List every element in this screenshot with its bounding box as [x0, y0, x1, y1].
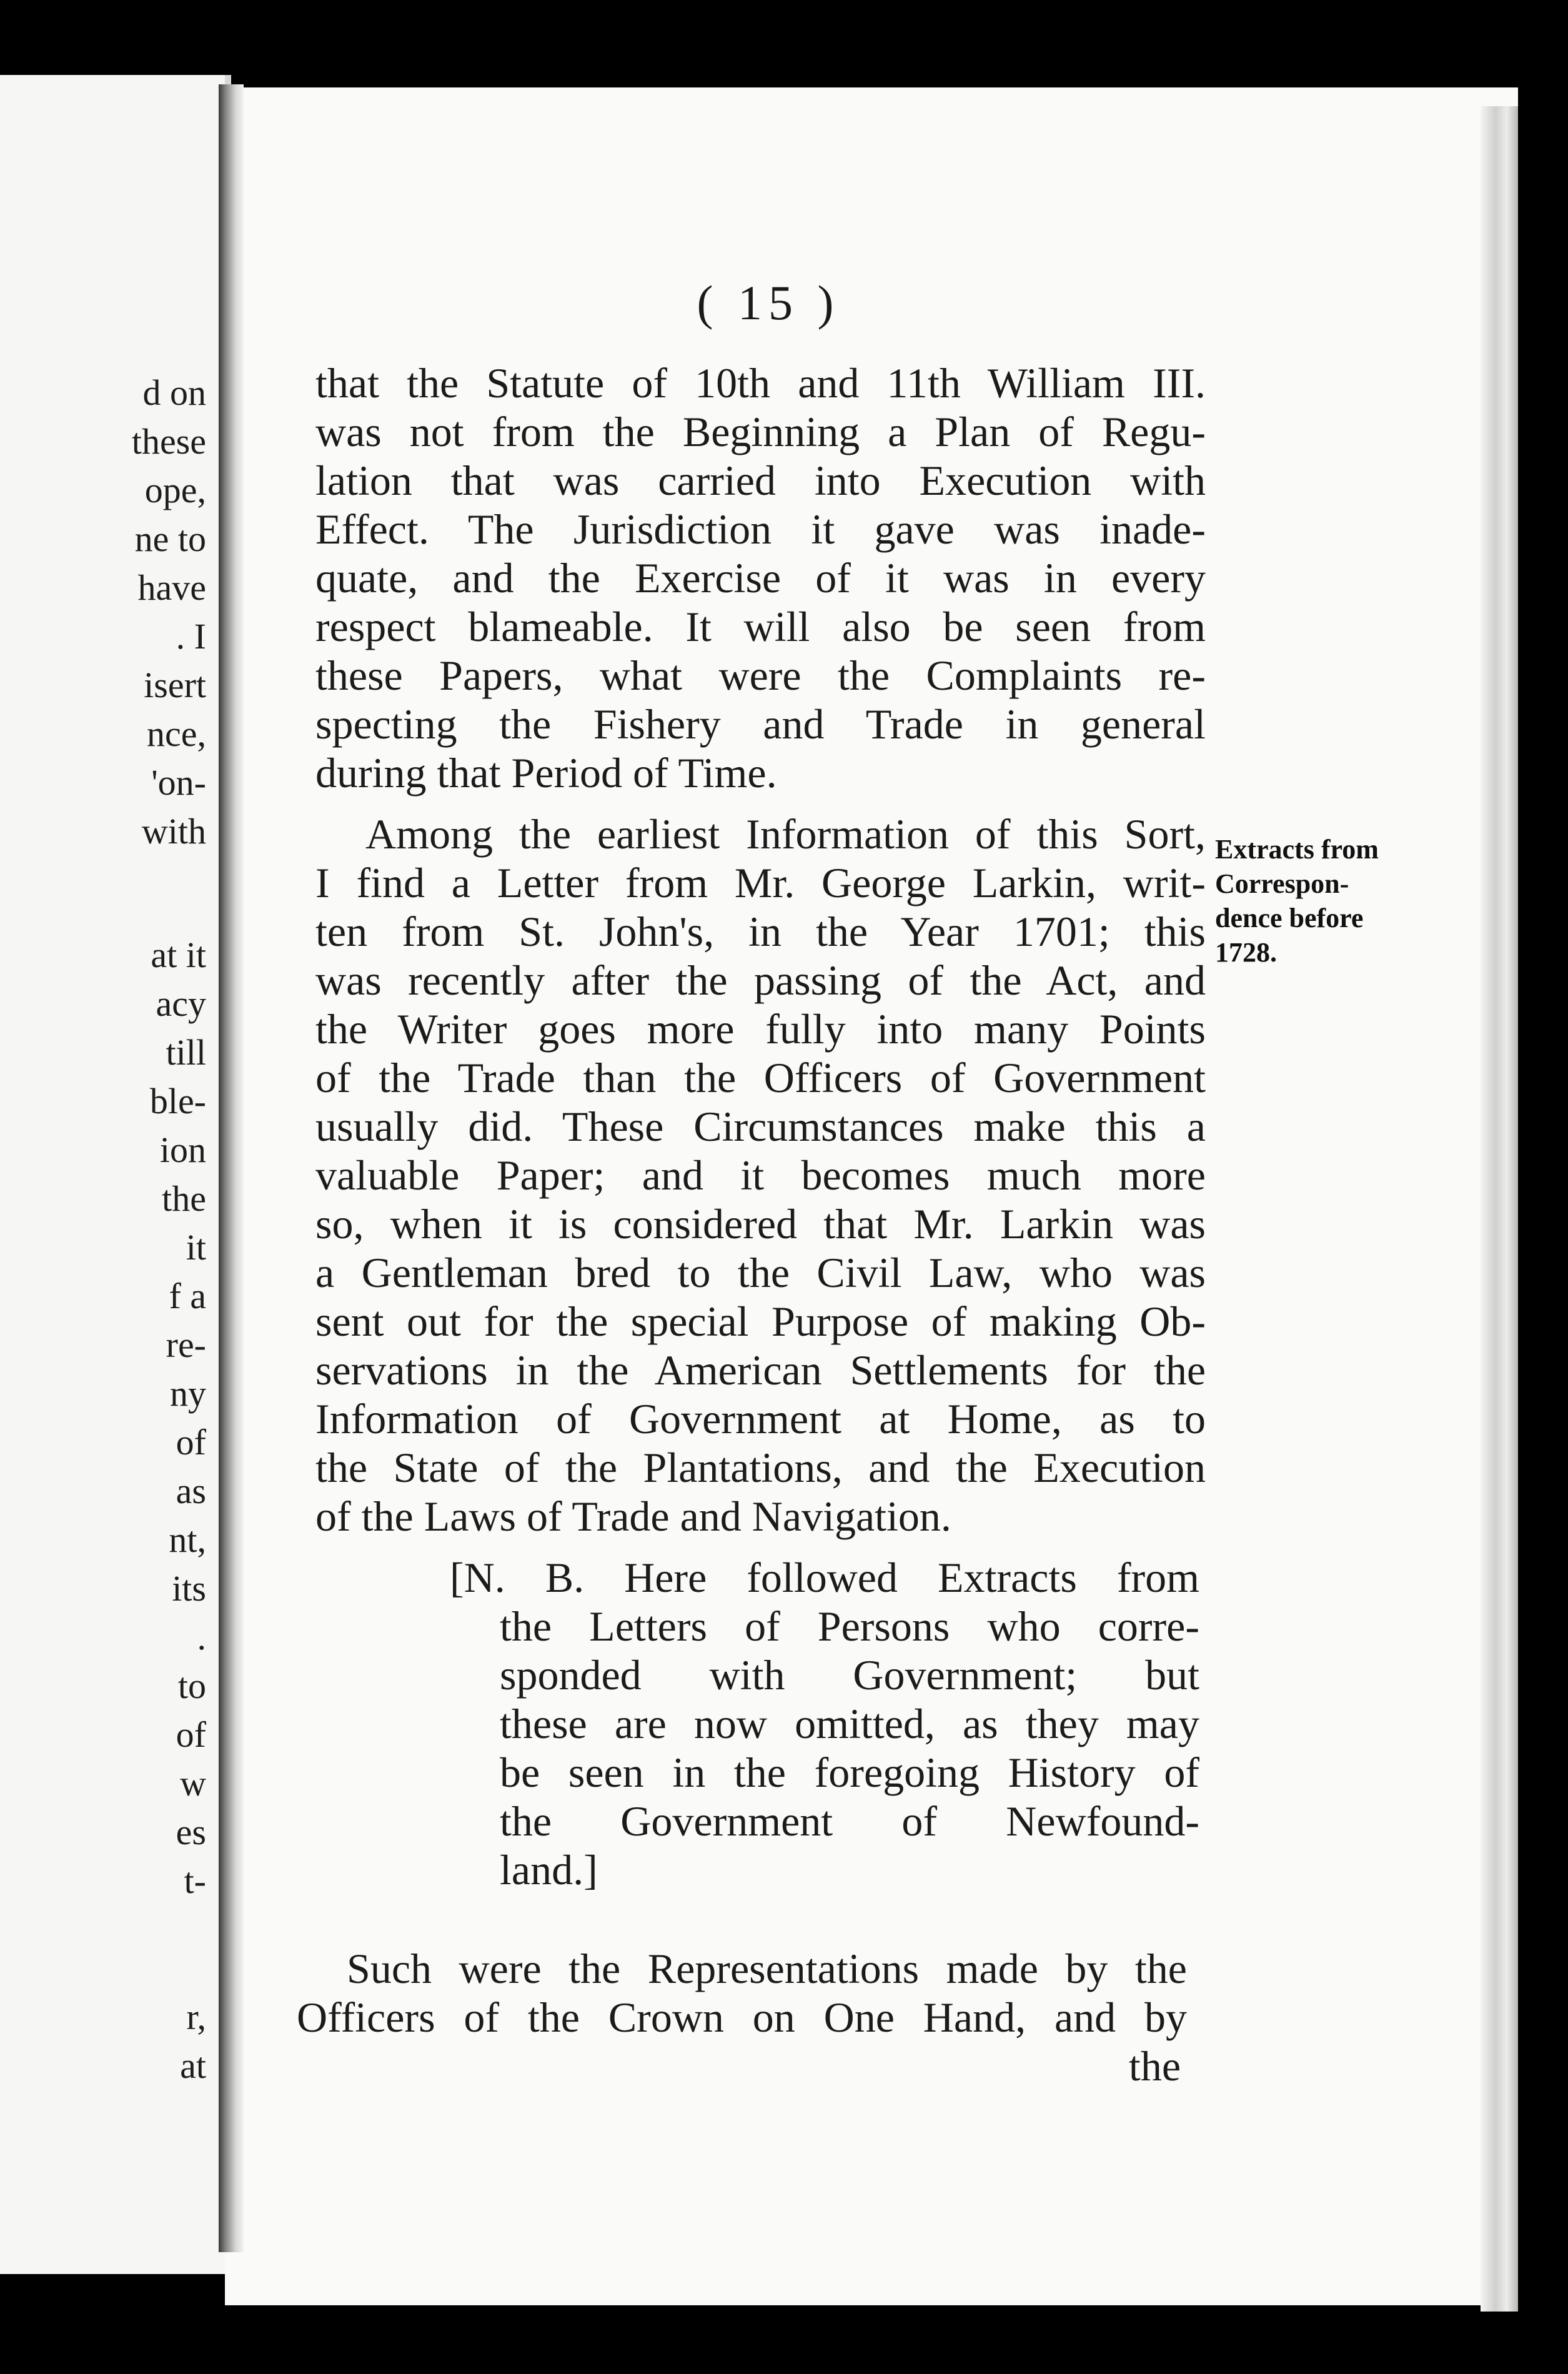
- note-line: sponded with Government; but: [500, 1651, 1199, 1699]
- text-line: lation that was carried into Execution with: [315, 457, 1206, 504]
- catchword: the: [1128, 2042, 1181, 2090]
- facing-line: es: [176, 1812, 206, 1852]
- text-line: Among the earliest Information of this Sort,: [365, 810, 1206, 858]
- facing-page-left: [0, 75, 231, 2274]
- note-line: the Government of Newfound-: [500, 1797, 1199, 1845]
- facing-line: w: [180, 1763, 206, 1804]
- text-line: of the Laws of Trade and Navigation.: [315, 1492, 951, 1540]
- facing-line: ny: [170, 1373, 206, 1414]
- text-line: of the Trade than the Officers of Government: [315, 1054, 1206, 1101]
- facing-line: of: [176, 1714, 206, 1755]
- text-line: Officers of the Crown on One Hand, and by: [297, 1994, 1187, 2041]
- facing-line: 'on-: [151, 762, 206, 803]
- text-line: the Writer goes more fully into many Points: [315, 1005, 1206, 1053]
- note-line: land.]: [500, 1846, 598, 1894]
- text-line: Such were the Representations made by the: [347, 1945, 1187, 1992]
- page-edge-shadow: [1481, 106, 1518, 2312]
- facing-line: its: [172, 1568, 206, 1609]
- facing-line: ion: [159, 1130, 206, 1170]
- facing-line: isert: [144, 665, 206, 705]
- text-line: I find a Letter from Mr. George Larkin, writ-: [315, 859, 1206, 906]
- text-line: quate, and the Exercise of it was in every: [315, 554, 1206, 602]
- margin-note: Correspon-: [1215, 868, 1349, 899]
- page-gutter-shadow: [219, 84, 244, 2252]
- text-line: was recently after the passing of the Act, and: [315, 956, 1206, 1004]
- facing-line: nce,: [147, 713, 206, 754]
- facing-line: . I: [176, 616, 206, 657]
- text-line: so, when it is considered that Mr. Larkin was: [315, 1200, 1206, 1248]
- margin-note: Extracts from: [1215, 834, 1379, 865]
- text-line: Effect. The Jurisdiction it gave was inade-: [315, 505, 1206, 553]
- text-line: ten from St. John's, in the Year 1701; this: [315, 908, 1206, 955]
- facing-line: nt,: [169, 1519, 206, 1560]
- facing-line: t-: [184, 1860, 206, 1901]
- text-line: that the Statute of 10th and 11th William III.: [315, 359, 1206, 407]
- text-line: was not from the Beginning a Plan of Regu-: [315, 408, 1206, 455]
- facing-line: ble-: [149, 1081, 206, 1121]
- text-line: the State of the Plantations, and the Execution: [315, 1444, 1206, 1491]
- text-line: specting the Fishery and Trade in general: [315, 700, 1206, 748]
- facing-line: re-: [166, 1324, 206, 1365]
- facing-line: f a: [169, 1276, 206, 1316]
- facing-line: these: [131, 421, 206, 462]
- facing-line: as: [176, 1471, 206, 1511]
- text-line: servations in the American Settlements for the: [315, 1346, 1206, 1394]
- facing-line: d on: [142, 372, 206, 413]
- facing-line: with: [141, 811, 206, 852]
- facing-line: of: [176, 1422, 206, 1463]
- facing-line: ne to: [134, 519, 206, 559]
- page-number: ( 15 ): [697, 276, 840, 330]
- facing-line: at: [180, 2045, 206, 2086]
- facing-line: to: [177, 1666, 206, 1706]
- facing-line: ope,: [144, 470, 206, 510]
- text-line: valuable Paper; and it becomes much more: [315, 1151, 1206, 1199]
- text-line: these Papers, what were the Complaints re-: [315, 652, 1206, 699]
- facing-line: have: [137, 567, 206, 608]
- text-line: Information of Government at Home, as to: [315, 1395, 1206, 1443]
- note-line: these are now omitted, as they may: [500, 1700, 1199, 1747]
- facing-line: .: [197, 1617, 206, 1657]
- facing-line: it: [186, 1227, 206, 1268]
- text-line: during that Period of Time.: [315, 749, 777, 797]
- facing-line: r,: [186, 1997, 206, 2037]
- text-line: usually did. These Circumstances make this a: [315, 1103, 1206, 1150]
- margin-note: 1728.: [1215, 937, 1277, 968]
- facing-line: the: [162, 1178, 206, 1219]
- text-line: respect blameable. It will also be seen from: [315, 603, 1206, 650]
- note-line: the Letters of Persons who corre-: [500, 1602, 1199, 1650]
- text-line: a Gentleman bred to the Civil Law, who was: [315, 1249, 1206, 1296]
- facing-line: at it: [151, 935, 206, 975]
- margin-note: dence before: [1215, 903, 1364, 933]
- facing-line: acy: [156, 983, 206, 1024]
- note-line: [N. B. Here followed Extracts from: [450, 1554, 1199, 1601]
- note-line: be seen in the foregoing History of: [500, 1749, 1199, 1796]
- facing-line: till: [166, 1032, 206, 1073]
- text-line: sent out for the special Purpose of making Ob-: [315, 1298, 1206, 1345]
